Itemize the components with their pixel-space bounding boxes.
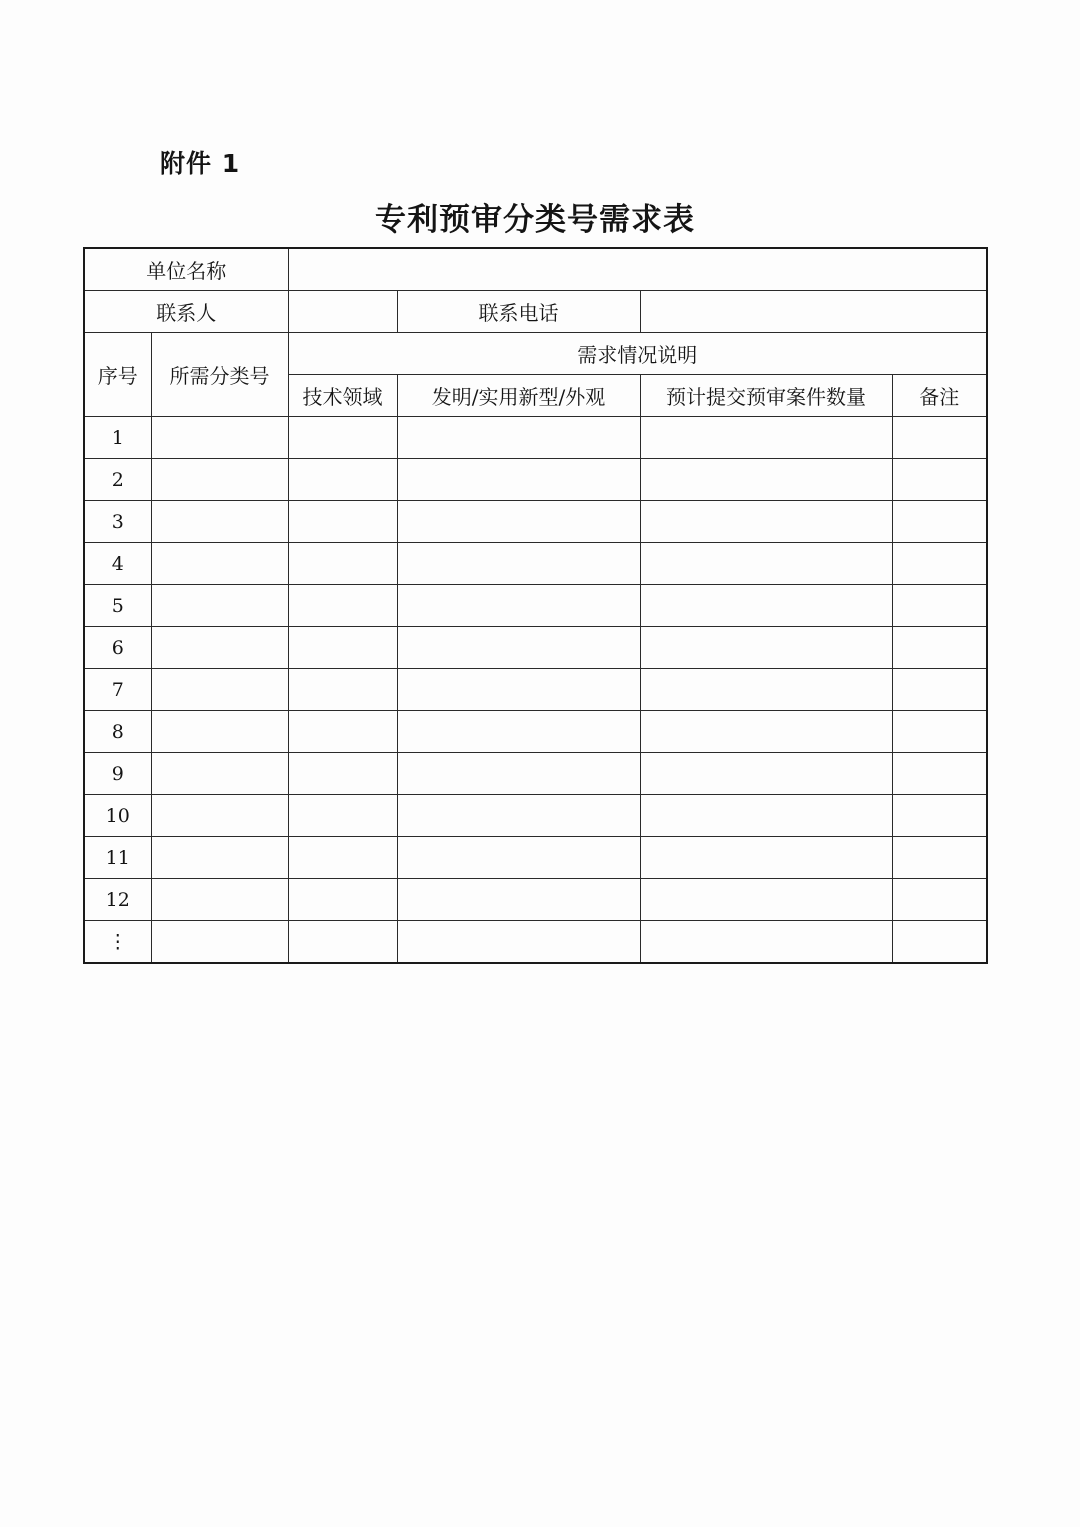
class-number-cell[interactable]: [151, 669, 288, 711]
case-count-header: 预计提交预审案件数量: [640, 375, 892, 417]
class-number-cell[interactable]: [151, 879, 288, 921]
demand-description-header: 需求情况说明: [288, 333, 987, 375]
attachment-label: 附件 1: [160, 149, 241, 178]
remark-cell[interactable]: [892, 921, 987, 964]
tech-field-cell[interactable]: [288, 711, 397, 753]
class-number-header: 所需分类号: [151, 333, 288, 417]
row-seq-number: 5: [84, 585, 151, 627]
patent-type-cell[interactable]: [397, 879, 640, 921]
case-count-cell[interactable]: [640, 921, 892, 964]
tech-field-cell[interactable]: [288, 459, 397, 501]
contact-field[interactable]: [288, 291, 397, 333]
remark-cell[interactable]: [892, 459, 987, 501]
remark-cell[interactable]: [892, 543, 987, 585]
case-count-cell[interactable]: [640, 501, 892, 543]
case-count-cell[interactable]: [640, 459, 892, 501]
case-count-cell[interactable]: [640, 837, 892, 879]
table-row: [84, 669, 987, 711]
case-count-cell[interactable]: [640, 711, 892, 753]
remark-cell[interactable]: [892, 795, 987, 837]
unit-name-label: 单位名称: [84, 248, 288, 291]
tech-field-cell[interactable]: [288, 543, 397, 585]
patent-type-cell[interactable]: [397, 627, 640, 669]
case-count-cell[interactable]: [640, 585, 892, 627]
class-number-cell[interactable]: [151, 459, 288, 501]
patent-type-cell[interactable]: [397, 585, 640, 627]
class-number-cell[interactable]: [151, 711, 288, 753]
remark-cell[interactable]: [892, 879, 987, 921]
table-row: [84, 711, 987, 753]
case-count-cell[interactable]: [640, 795, 892, 837]
row-seq-number: ⋮: [84, 921, 151, 964]
case-count-cell[interactable]: [640, 753, 892, 795]
tech-field-cell[interactable]: [288, 795, 397, 837]
class-number-cell[interactable]: [151, 627, 288, 669]
remark-cell[interactable]: [892, 627, 987, 669]
case-count-cell[interactable]: [640, 543, 892, 585]
case-count-cell[interactable]: [640, 417, 892, 459]
class-number-cell[interactable]: [151, 921, 288, 964]
row-seq-number: 1: [84, 417, 151, 459]
table-row: [84, 795, 987, 837]
patent-type-cell[interactable]: [397, 543, 640, 585]
class-number-cell[interactable]: [151, 795, 288, 837]
seq-header: 序号: [84, 333, 151, 417]
class-number-cell[interactable]: [151, 585, 288, 627]
case-count-cell[interactable]: [640, 627, 892, 669]
tech-field-cell[interactable]: [288, 753, 397, 795]
table-row: [84, 585, 987, 627]
remark-cell[interactable]: [892, 837, 987, 879]
table-row: [84, 837, 987, 879]
row-seq-number: 7: [84, 669, 151, 711]
remark-cell[interactable]: [892, 417, 987, 459]
table-row: [84, 627, 987, 669]
contact-row: [84, 291, 987, 333]
tech-field-cell[interactable]: [288, 417, 397, 459]
row-seq-number: 9: [84, 753, 151, 795]
unit-name-field[interactable]: [288, 248, 987, 291]
remark-cell[interactable]: [892, 753, 987, 795]
tech-field-header: 技术领域: [288, 375, 397, 417]
tech-field-cell[interactable]: [288, 585, 397, 627]
tech-field-cell[interactable]: [288, 879, 397, 921]
unit-name-row: [84, 248, 987, 291]
patent-type-cell[interactable]: [397, 837, 640, 879]
table-row: [84, 753, 987, 795]
page-title: 专利预审分类号需求表: [375, 202, 695, 238]
class-number-cell[interactable]: [151, 753, 288, 795]
patent-type-cell[interactable]: [397, 921, 640, 964]
patent-type-cell[interactable]: [397, 669, 640, 711]
patent-type-cell[interactable]: [397, 417, 640, 459]
patent-type-header: 发明/实用新型/外观: [397, 375, 640, 417]
table-row: [84, 459, 987, 501]
phone-field[interactable]: [640, 291, 987, 333]
table-row: [84, 543, 987, 585]
patent-type-cell[interactable]: [397, 711, 640, 753]
tech-field-cell[interactable]: [288, 669, 397, 711]
table-row: [84, 879, 987, 921]
class-number-cell[interactable]: [151, 417, 288, 459]
header-row-1: [84, 333, 987, 375]
table-row: [84, 501, 987, 543]
tech-field-cell[interactable]: [288, 501, 397, 543]
tech-field-cell[interactable]: [288, 921, 397, 964]
row-seq-number: 6: [84, 627, 151, 669]
patent-type-cell[interactable]: [397, 795, 640, 837]
row-seq-number: 3: [84, 501, 151, 543]
contact-label: 联系人: [84, 291, 288, 333]
tech-field-cell[interactable]: [288, 627, 397, 669]
patent-type-cell[interactable]: [397, 501, 640, 543]
table-row: [84, 921, 987, 964]
row-seq-number: 12: [84, 879, 151, 921]
remark-cell[interactable]: [892, 669, 987, 711]
tech-field-cell[interactable]: [288, 837, 397, 879]
row-seq-number: 4: [84, 543, 151, 585]
row-seq-number: 8: [84, 711, 151, 753]
patent-type-cell[interactable]: [397, 753, 640, 795]
remark-cell[interactable]: [892, 711, 987, 753]
remark-cell[interactable]: [892, 501, 987, 543]
phone-label: 联系电话: [397, 291, 640, 333]
remark-cell[interactable]: [892, 585, 987, 627]
case-count-cell[interactable]: [640, 879, 892, 921]
case-count-cell[interactable]: [640, 669, 892, 711]
row-seq-number: 11: [84, 837, 151, 879]
class-number-cell[interactable]: [151, 837, 288, 879]
class-number-cell[interactable]: [151, 543, 288, 585]
row-seq-number: 10: [84, 795, 151, 837]
patent-type-cell[interactable]: [397, 459, 640, 501]
row-seq-number: 2: [84, 459, 151, 501]
remark-header: 备注: [892, 375, 987, 417]
class-number-cell[interactable]: [151, 501, 288, 543]
demand-form-table: [83, 247, 988, 964]
table-row: [84, 417, 987, 459]
